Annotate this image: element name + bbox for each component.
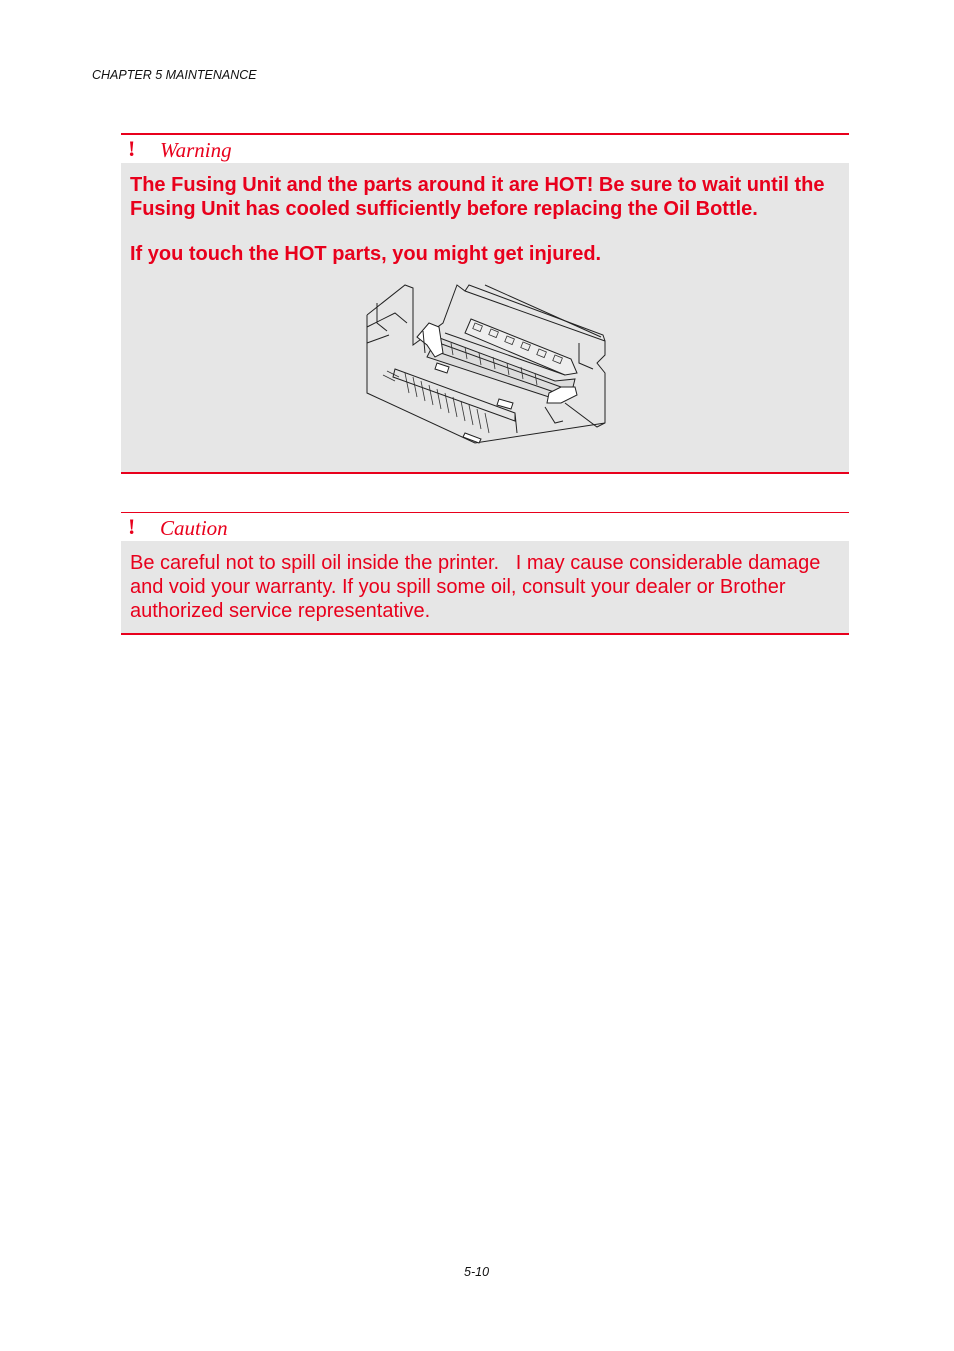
warning-icon: ! [128,136,136,161]
chapter-header: CHAPTER 5 MAINTENANCE [92,68,257,82]
caution-box [121,512,849,635]
fusing-unit-illustration [365,283,609,445]
caution-title: Caution [160,516,228,540]
caution-body [121,541,849,635]
warning-title-bar [121,133,849,163]
warning-paragraph-1: The Fusing Unit and the parts around it are HOT! Be sure to wait until the Fusing Unit has cooled sufficiently before replacing the Oil Bottle. [130,174,825,220]
page-number: 5-10 [464,1265,490,1279]
warning-title: Warning [160,138,232,162]
warning-body [121,163,849,474]
caution-text: Be careful not to spill oil inside the printer. I may cause considerable damage and void your warranty. If you spill some oil, consult your dealer or Brother authorized service representative. [130,552,826,622]
caution-title-bar [121,512,849,541]
caution-icon: ! [128,514,136,539]
warning-box [121,133,849,474]
warning-paragraph-2: If you touch the HOT parts, you might get injured. [130,243,602,265]
